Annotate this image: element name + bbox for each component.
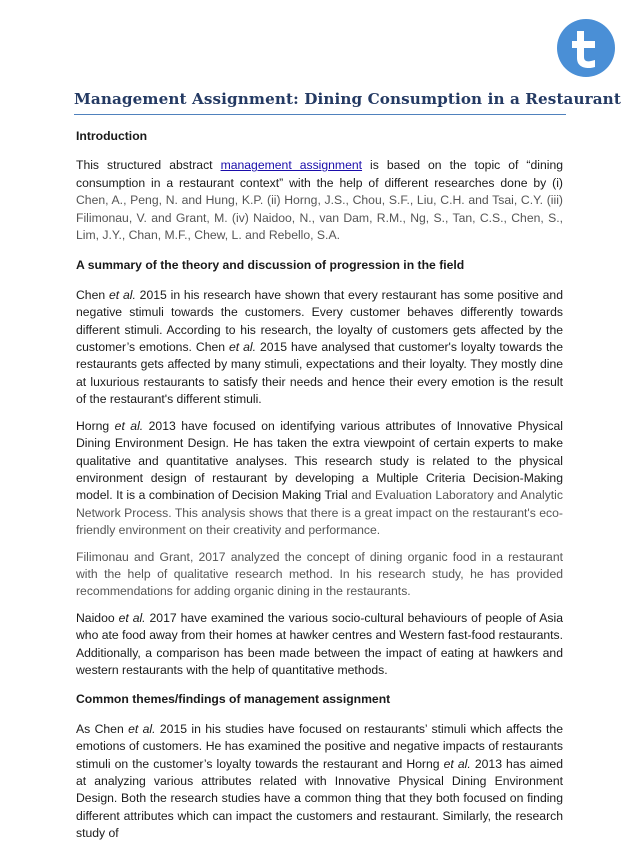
et-al: et al. (443, 756, 471, 771)
document-title: Management Assignment: Dining Consumption in a Restaurant (74, 90, 621, 108)
paragraph-naidoo (76, 610, 563, 680)
et-al: et al. (108, 287, 136, 302)
title-divider (74, 114, 566, 115)
text-run: Chen (76, 287, 109, 302)
heading-summary: A summary of the theory and discussion of progression in the field (76, 258, 465, 273)
text-run: Naidoo (76, 610, 119, 625)
text-run: and Evaluation Laboratory and Analytic Network Process. This analysis shows that there is a great impact on the restaurant's eco-friendly environment on their creativity and performance. (76, 488, 563, 538)
text-run: This structured abstract (76, 158, 221, 173)
et-al: et al. (114, 418, 144, 433)
management-assignment-link[interactable]: management assignment (220, 158, 363, 173)
text-run: Horng (76, 418, 115, 433)
paragraph-introduction (76, 157, 563, 244)
paragraph-chen (76, 287, 563, 409)
et-al: et al. (229, 340, 256, 355)
text-run: 2013 have focused on identifying various attributes of Innovative Physical Dining Environment Design. He has taken the extra viewpoint of certain experts to make qualitative and quantitative analyses. This research study is related to the physical environment design of restaurant by developing a Multiple Criteria Decision-Making model. It is a combination of Decision Making Trial (76, 418, 563, 503)
paragraph-filimonau: Filimonau and Grant, 2017 analyzed the concept of dining organic food in a restaurant with the help of qualitative research method. In his research study, he has provided recommendations for adding organic dining in the restaurants. (76, 549, 563, 599)
document-body (76, 128, 563, 852)
heading-common-themes: Common themes/findings of management assignment (76, 692, 391, 707)
text-run: is based on the topic of “dining consumption in a restaurant context” with the help of different researches done by (i) (76, 158, 563, 190)
paragraph-horng (76, 418, 563, 540)
et-al: et al. (118, 610, 146, 625)
text-run: 2015 in his research have shown that every restaurant has some positive and negative stimuli towards the customers. Every customer behaves differently towards different stimuli. According to his research, the loyalty of customers gets affected by the customer’s emotions. Chen (76, 287, 563, 355)
t-circle-logo-icon (557, 19, 615, 77)
text-run: 2015 in his studies have focused on restaurants’ stimuli which affects the emotions of customers. He has examined the positive and negative impacts of restaurants stimuli on the customer’s loyalty towards the restaurant and Horng (76, 721, 563, 771)
heading-introduction: Introduction (76, 129, 148, 143)
text-run: 2013 has aimed at analyzing various attributes related with Innovative Physical Dining Environment Design. Both the research studies have a common thing that they both focused on finding different attributes which can impact the customers and restaurant. Similarly, the research study of (76, 756, 563, 841)
paragraph-themes (76, 721, 563, 843)
citation-list: Chen, A., Peng, N. and Hung, K.P. (ii) Horng, J.S., Chou, S.F., Liu, C.H. and Tsai, C.Y. (iii) Filimonau, V. and Grant, M. (iv) Naidoo, N., van Dam, R.M., Ng, S., Tan, C.S., Chen, S., Lim, J.Y., Chan, M.F., Chew, L. and Rebello, S.A. (76, 193, 563, 243)
text-run: 2017 have examined the various socio-cultural behaviours of people of Asia who ate food away from their homes at hawker centres and Western fast-food restaurants. Additionally, a comparison has been made between the impact of eating at hawkers and western restaurants with the help of quantitative methods. (76, 610, 563, 677)
et-al: et al. (128, 721, 156, 736)
text-run: 2015 have analysed that customer's loyalty towards the restaurants gets affected by many stimuli, expectations and their loyalty. They mostly dine at luxurious restaurants to satisfy their needs and hence their every emotion is the result of the restaurant's different stimuli. (76, 340, 563, 407)
text-run: As Chen (76, 721, 129, 736)
